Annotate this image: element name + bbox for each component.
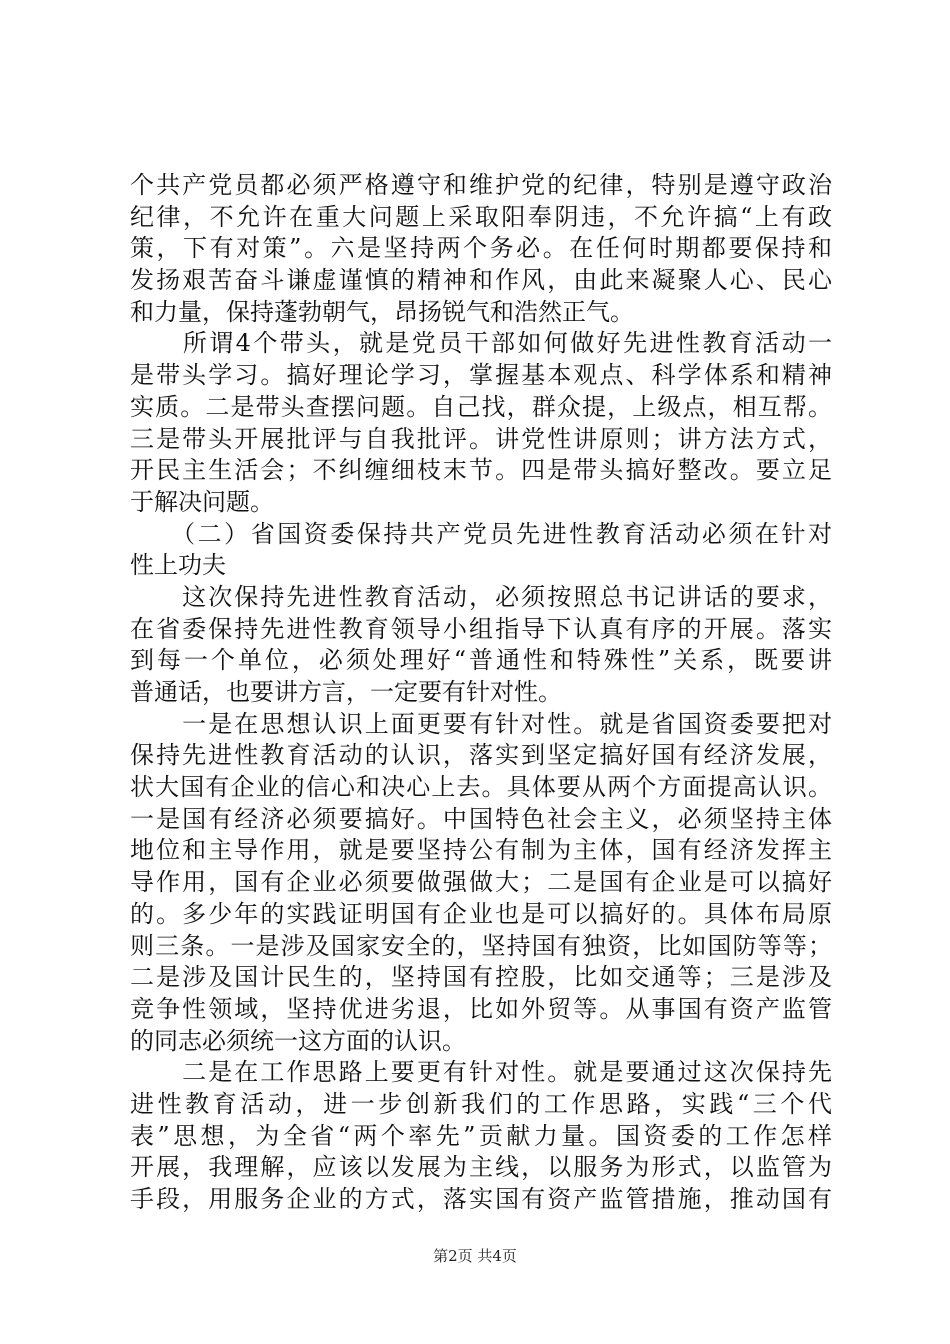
- text-line: 开展，我理解，应该以发展为主线，以服务为形式，以监管为: [130, 1153, 832, 1182]
- text-line: 开民主生活会；不纠缠细枝末节。四是带头搞好整改。要立足: [130, 456, 832, 485]
- text-line: 导作用，国有企业必须要做强做大；二是国有企业是可以搞好: [130, 868, 832, 897]
- text-line: 于解决问题。: [130, 487, 274, 516]
- text-line: 到每一个单位，必须处理好“普通性和特殊性”关系，既要讲: [130, 646, 832, 675]
- text-line: （二）省国资委保持共产党员先进性教育活动必须在针对: [130, 519, 832, 548]
- text-line: 则三条。一是涉及国家安全的，坚持国有独资，比如国防等等；: [130, 931, 832, 960]
- text-line: 的同志必须统一这方面的认识。: [130, 1026, 466, 1055]
- text-line: 手段，用服务企业的方式，落实国有资产监管措施，推动国有: [130, 1185, 832, 1213]
- text-line: 二是在工作思路上要更有针对性。就是要通过这次保持先: [130, 1058, 832, 1087]
- text-line: 表”思想，为全省“两个率先”贡献力量。国资委的工作怎样: [130, 1121, 832, 1150]
- text-line: 一是国有经济必须要搞好。中国特色社会主义，必须坚持主体: [130, 804, 832, 833]
- text-line: 保持先进性教育活动的认识，落实到坚定搞好国有经济发展，: [130, 741, 832, 770]
- text-line: 实质。二是带头查摆问题。自己找，群众提，上级点，相互帮。: [130, 392, 832, 421]
- text-line: 在省委保持先进性教育领导小组指导下认真有序的开展。落实: [130, 614, 832, 643]
- text-line: 进性教育活动，进一步创新我们的工作思路，实践“三个代: [130, 1089, 832, 1118]
- text-line: 纪律，不允许在重大问题上采取阳奉阴违，不允许搞“上有政: [130, 202, 832, 231]
- text-line: 普通话，也要讲方言，一定要有针对性。: [130, 678, 562, 706]
- text-line: 个共产党员都必须严格遵守和维护党的纪律，特别是遵守政治: [130, 171, 832, 199]
- text-line: 三是带头开展批评与自我批评。讲党性讲原则；讲方法方式，: [130, 424, 832, 453]
- text-line: 二是涉及国计民生的，坚持国有控股，比如交通等；三是涉及: [130, 963, 832, 992]
- text-line: 的。多少年的实践证明国有企业也是可以搞好的。具体布局原: [130, 899, 832, 928]
- page-footer: 第2页 共4页: [433, 1247, 517, 1265]
- text-line: 竞争性领域，坚持优进劣退，比如外贸等。从事国有资产监管: [130, 994, 832, 1023]
- text-line: 状大国有企业的信心和决心上去。具体要从两个方面提高认识。: [130, 773, 832, 802]
- text-line: 这次保持先进性教育活动，必须按照总书记讲话的要求，: [130, 582, 832, 611]
- text-line: 一是在思想认识上面更要有针对性。就是省国资委要把对: [130, 709, 832, 738]
- text-line: 是带头学习。搞好理论学习，掌握基本观点、科学体系和精神: [130, 361, 832, 390]
- text-line: 所谓4个带头，就是党员干部如何做好先进性教育活动一: [130, 329, 832, 358]
- text-line: 和力量，保持蓬勃朝气，昂扬锐气和浩然正气。: [130, 297, 634, 326]
- text-line: 发扬艰苦奋斗谦虚谨慎的精神和作风，由此来凝聚人心、民心: [130, 266, 832, 295]
- text-line: 性上功夫: [130, 551, 226, 580]
- text-line: 地位和主导作用，就是要坚持公有制为主体，国有经济发挥主: [130, 836, 832, 865]
- document-body: [130, 170, 832, 1216]
- text-line: 策，下有对策”。六是坚持两个务必。在任何时期都要保持和: [130, 234, 832, 263]
